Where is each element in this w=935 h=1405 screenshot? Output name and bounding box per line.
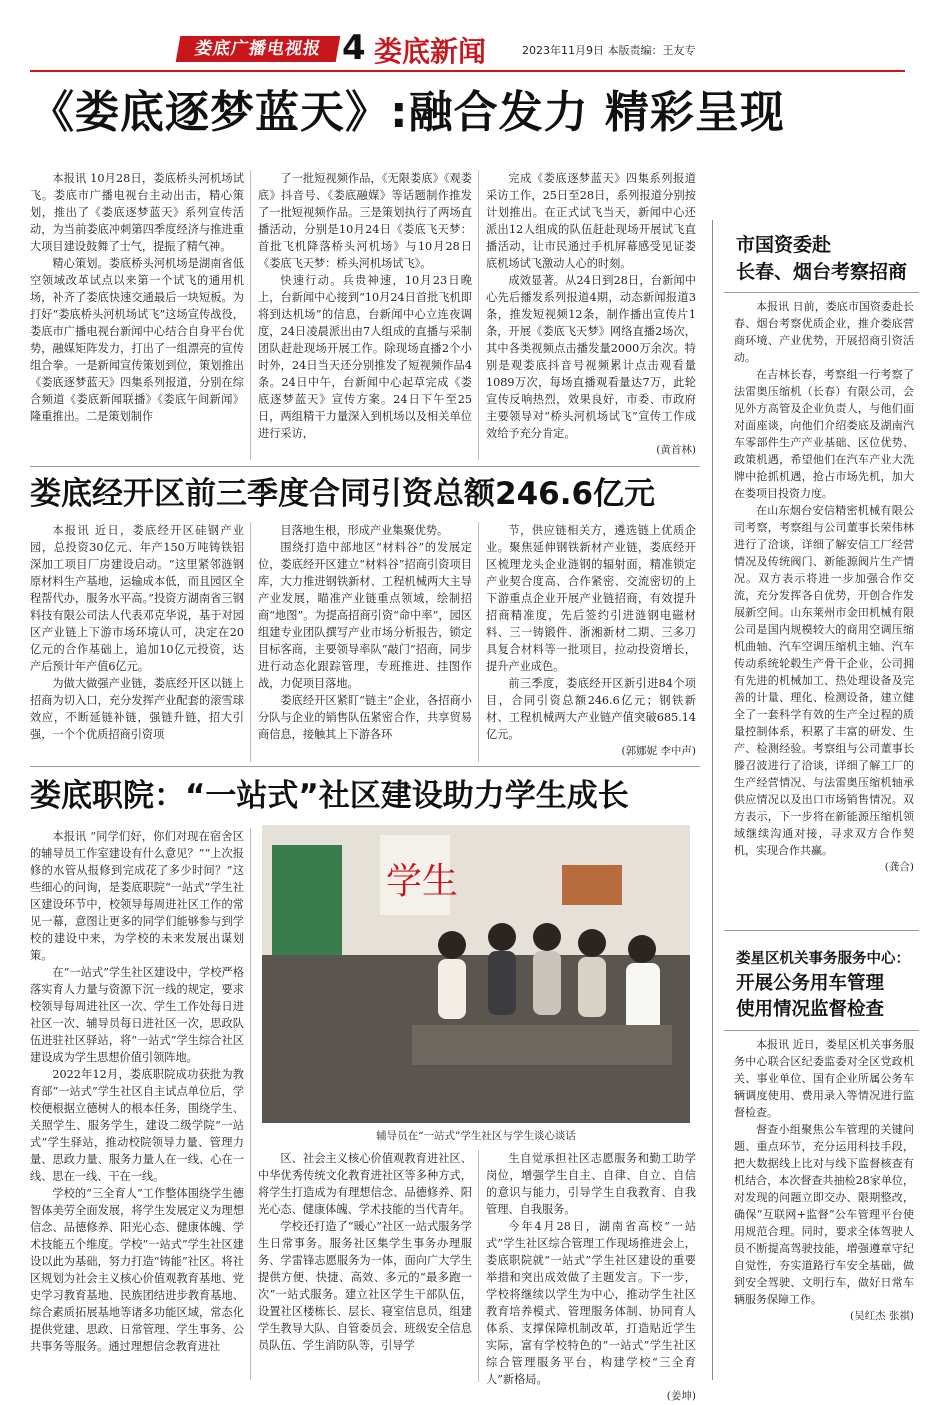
article1-column-1: [30, 170, 244, 460]
side2-paragraph: 本报讯 近日，娄星区机关事务服务中心联合区纪委监委对全区党政机关、事业单位、国有企业所属公务车辆调度使用、费用录入等情况进行监督检查。: [734, 1038, 914, 1119]
article1-column-2: [258, 170, 472, 460]
side1-headline-line1: 市国资委赴: [736, 234, 832, 256]
masthead-rule: [30, 70, 905, 72]
side2-paragraph: 督查小组聚焦公车管理的关键问题、重点环节，充分运用科技手段，把大数据线上比对与线下监督核查有机结合，本次督查共抽检28家单位，对发现的问题立即交办、限期整改，确保“互联网+监督”公车管理平台使用规范合理。同时，要求全体驾驶人员不断提高驾驶技能，增强遵章守纪自觉性，夯实道路行车安全基础，做到安全驾驶、文明行车，做好日常车辆服务保障工作。: [734, 1123, 914, 1306]
column-divider: [478, 1150, 479, 1382]
article2-paragraph: 娄底经开区紧盯“链主”企业，各招商小分队与企业的销售队伍紧密合作，共享贸易商信息，接触其上下游各环: [258, 694, 472, 741]
side1-paragraph: 在吉林长春，考察组一行考察了法雷奥压缩机（长春）有限公司，会见外方高管及企业负责人，与他们面对面座谈，向他们介绍娄底及湖南汽车零部件生产产业基础、区位优势、政策机遇，希望他们在汽车产业大洗牌中抢抓机遇，抢占市场先机，加大在娄项目投资力度。: [734, 368, 914, 500]
side2-headline-line2: 开展公务用车管理: [736, 973, 885, 994]
article1-paragraph: 完成《娄底逐梦蓝天》四集系列报道采访工作，25日至28日，系列报道分别按计划推出。在正式试飞当天，新闻中心还派出12人组成的队伍赶赴现场开展试飞直播活动，让市民通过手机屏幕感受见证娄底机场试飞激动人心的时刻。: [486, 172, 696, 270]
article2-paragraph: 为做大做强产业链，娄底经开区以链上招商为切入口，充分发挥产业配套的滚雪球效应，不断延链补链，强链升链，招大引强，一个个优质招商引资项: [30, 677, 244, 741]
section-divider: [724, 930, 919, 931]
article2-paragraph: 目落地生根，形成产业集聚优势。: [280, 524, 449, 537]
article2-column-2: [258, 522, 472, 762]
article3-paragraph: 学校还打造了“暖心”社区一站式服务学生日常事务。服务社区集学生事务办理服务、学雷锋志愿服务为一体，面向广大学生提供方便、快捷、高效、多元的“最多跑一次”一站式服务。建立社区学生干部队伍，设置社区楼栋长、层长、寝室信息员，组建学生教导大队、自管委员会、班级安全信息员队伍、学生消防队等，引导学: [258, 1220, 472, 1352]
section-divider: [30, 766, 700, 767]
article3-paragraph: 今年4月28日，湖南省高校“一站式”学生社区综合管理工作现场推进会上，娄底职院就“一站式”学生社区建设的重要举措和突出成效做了主题发言。下一步，学校将继续以学生为中心，推动学生社区教育培养模式、管理服务体制、协同育人体系、支撑保障机制改革，打造贴近学生实际，富有学校特色的“一站式”学生社区综合管理服务平台，构建学校“三全育人”新格局。: [486, 1220, 696, 1386]
article2-paragraph: 前三季度，娄底经开区新引进84个项目，合同引资总额246.6亿元；钢铁新材、工程机械两大产业链产值突破685.14亿元。: [486, 677, 696, 741]
date-editor-line: 2023年11月9日 本版责编：王友专: [522, 44, 696, 57]
section-divider: [30, 466, 700, 467]
photo-illustration: [262, 825, 690, 1123]
article1-paragraph: 成效显著。从24日到28日，台新闻中心先后播发系列报道4期，动态新闻报道3条，推发短视频12条，制作播出宣传片1条，开展《娄底飞天梦》网络直播2场次，其中各类视频点击播发量2000万余次。特别是观娄底抖音号视频累计点击观看量1089万次，每场直播观看量达7万，此轮宣传反响热烈，效果良好，市委、市政府主要领导对“桥头河机场试飞”宣传工作成效给予充分肯定。: [486, 274, 696, 440]
article3-paragraph: 本报讯 “同学们好，你们对现在宿舍区的辅导员工作室建设有什么意见？”“上次报修的水管从报修到完成花了多少时间？”这些细心的问询，是娄底职院“一站式”学生社区建设环节中，校领导每周进社区工作的常见一幕，意图让更多的同学们能够参与到学校的建设中来，为学校的未来发展出谋划策。: [30, 830, 244, 962]
side1-byline: (龚合): [884, 861, 914, 873]
article3-paragraph: 2022年12月，娄底职院成功获批为教育部“一站式”学生社区自主试点单位后，学校便根据立德树人的根本任务，围绕学生、关照学生、服务学生，建设二级学院“一站式”学生驿站，推动校院领导力量、管理力量、思政力量、服务力量人在一线、心在一线、思在一线、干在一线。: [30, 1068, 244, 1183]
article2-paragraph: 围绕打造中部地区“材料谷”的发展定位，娄底经开区建立“材料谷”招商引资项目库，大力推进钢铁新材、工程机械两大主导产业发展，瞄准产业链重点领域，绘制招商“地图”。为提高招商引资“命中率”，园区组建专业团队撰写产业市场分析报告，锁定目标客商，主要领导率队“敲门”招商，同步进行动态化跟踪管理，专班推进、挂图作战，力促项目落地。: [258, 541, 472, 690]
article2-paragraph: 本报讯 近日，娄底经开区硅钢产业园，总投资30亿元、年产150万吨铸铁铝深加工项目厂房建设启动。“这里紧邻涟钢原材料生产基地，运输成本低，而且园区全程帮代办，服务水平高。”投资方湖南省三钢料技有限公司法人代表邓克华说，基于对园区产业链上下游市场环境认可，决定在20亿元的合作基础上，追加10亿元投资，达产后预计年产值6亿元。: [30, 524, 244, 673]
newspaper-logo: 娄底广播电视报: [176, 36, 341, 62]
side1-paragraph: 在山东烟台安信精密机械有限公司考察，考察组与公司董事长荣伟林进行了洽谈，详细了解安信工厂经营情况及传统阀门、新能源阀片生产情况。双方表示将进一步加强合作交流，充分发挥各自优势，开创合作发展新空间。山东莱州市金田机械有限公司是国内规模较大的商用空调压缩机曲轴、汽车空调压缩机主轴、汽车传动系统轮毂生产骨干企业，公司拥有先进的机械加工、热处理设备及完善的计量、理化、检测设备，建立健全了一套科学有效的生产全过程的质量控制体系，积累了丰富的研发、生产、检测经验。考察组与公司董事长滕召波进行了洽谈，详细了解工厂的生产经营情况、与法雷奥压缩机轴承供应情况以及出口市场销售情况。双方表示，下一步将在新能源压缩机领域继续沟通对接，寻求双方合作契机，实现合作共赢。: [734, 504, 914, 857]
side2-headline-line1: 娄星区机关事务服务中心：: [736, 951, 910, 967]
column-divider: [250, 522, 251, 762]
section-title: 娄底新闻: [374, 35, 487, 68]
side2-body: [734, 1036, 914, 1376]
article3-headline: 娄底职院：“一站式”社区建设助力学生成长: [30, 778, 629, 814]
column-divider: [250, 828, 251, 1380]
article3-paragraph: 生自觉承担社区志愿服务和勤工助学岗位，增强学生自主、自律、自立、自信的意识与能力，引导学生自我教育、自我管理、自我服务。: [486, 1152, 696, 1216]
article3-paragraph: 学校的“三全育人”工作整体围绕学生德智体美劳全面发展，将学生发展定义为理想信念、品德修养、阳光心态、健康体魄、学术技能五个维度。学校“一站式”学生社区建设以此为基础，努力打造“铸能”社区。将社区规划为社会主义核心价值观教育基地、党史学习教育基地、民族团结进步教育基地、综合素质拓展基地等诸多功能区域，常态化提供党建、思政、日常管理、学生事务、公共事务等服务。通过理想信念教育进社: [30, 1187, 244, 1353]
article3-paragraph: 在“一站式”学生社区建设中，学校严格落实育人力量与资源下沉一线的规定，要求校领导每周进社区一次、学生工作处每日进社区一次、辅导员每日进社区一次，思政队伍进驻社区驿站，将“一站式”学生综合社区建设成为学生思想价值引领阵地。: [30, 966, 244, 1064]
column-divider: [478, 522, 479, 762]
side2-headline-line3: 使用情况监督检查: [736, 999, 885, 1020]
side2-rule: [724, 1030, 919, 1031]
article1-paragraph: 精心策划。娄底桥头河机场是湖南省低空领域改革试点以来第一个试飞的通用机场，补齐了娄底快速交通最后一块短板。为打好“娄底桥头河机场试飞”这场宣传战役，娄底市广播电视台新闻中心结合自身平台优势，融媒矩阵发力，打出了一组漂亮的宣传组合拳。一是新闻宣传策划到位，策划推出《娄底逐梦蓝天》四集系列报道，分别在综合频道《娄底新闻联播》《娄底午间新闻》隆重推出。二是策划制作: [30, 257, 244, 423]
article3-byline: (姜坤): [666, 1390, 696, 1402]
article2-byline: (郭娜妮 李中声): [621, 745, 696, 757]
sidebar-divider: [712, 220, 713, 1380]
side2-byline: (吴红杰 张祺): [849, 1310, 914, 1322]
article3-column-1: [30, 828, 244, 1380]
article3-photo: [262, 825, 690, 1123]
page-number: 4: [342, 28, 366, 68]
side1-headline-line2: 长春、烟台考察招商: [736, 261, 908, 283]
article1-column-3: [486, 170, 696, 460]
photo-caption: 辅导员在“一站式”学生社区与学生谈心谈话: [376, 1130, 576, 1142]
article1-paragraph: 快速行动。兵贵神速，10月23日晚上，台新闻中心接到“10月24日首批飞机即将到达机场”的信息，台新闻中心立连夜调度，24日凌晨派出由7人组成的直播与采制团队赶赴现场开展工作。除现场直播2个小时外，24日当天还分别推发了短视频作品4条。24日中午，台新闻中心起草完成《娄底逐梦蓝天》宣传方案。24日下午至25日，两组精干力量深入到机场以及相关单位进行采访，: [258, 274, 472, 440]
article1-byline: (黄首林): [656, 444, 696, 456]
side1-body: [734, 298, 914, 924]
article3-column-3: [486, 1150, 696, 1402]
column-divider: [478, 170, 479, 460]
article1-paragraph: 了一批短视频作品，《无限娄底》《观娄底》抖音号、《娄底融媒》等话题制作推发了一批短视频作品。三是策划执行了两场直播活动，分别是10月24日《娄底飞天梦：首批飞机降落桥头河机场》与10月28日《娄底飞天梦：桥头河机场试飞》。: [258, 172, 472, 270]
article3-paragraph: 区、社会主义核心价值观教育进社区、中华优秀传统文化教育进社区等多种方式，将学生打造成为有理想信念、品德修养、阳光心态、健康体魄、学术技能的当代青年。: [258, 1152, 472, 1216]
article1-headline: 《娄底逐梦蓝天》:融合发力 精彩呈现: [30, 87, 785, 138]
photo-wall-text: 学生: [386, 861, 459, 902]
article2-headline: 娄底经开区前三季度合同引资总额246.6亿元: [30, 476, 656, 512]
column-divider: [250, 170, 251, 460]
article2-paragraph: 节，供应链相关方，遴选链上优质企业。聚焦延伸钢铁新材产业链，娄底经开区梳理龙头企业涟钢的辐射面，精准锁定产业契合度高、合作紧密、交流密切的上下游重点企业开展产业链招商，有效提升招商精准度，先后签约引进涟钢电磁材料、三一铸锻件、浙湘新材二期、三多刀具复合材料等一批项目，拉动投资增长，提升产业成色。: [486, 524, 696, 673]
article3-column-2: [258, 1150, 472, 1382]
article2-column-1: [30, 522, 244, 762]
side1-paragraph: 本报讯 日前，娄底市国资委赴长春、烟台考察优质企业，推介娄底营商环境、产业优势，开展招商引资活动。: [734, 300, 914, 364]
article1-paragraph: 本报讯 10月28日，娄底桥头河机场试飞。娄底市广播电视台主动出击，精心策划，推出了《娄底逐梦蓝天》系列宣传活动，为当前娄底冲刺第四季度经济与推进重大项目建设鼓舞了士气，提振了精气神。: [30, 172, 244, 253]
side1-rule: [724, 292, 919, 293]
article2-column-3: [486, 522, 696, 762]
